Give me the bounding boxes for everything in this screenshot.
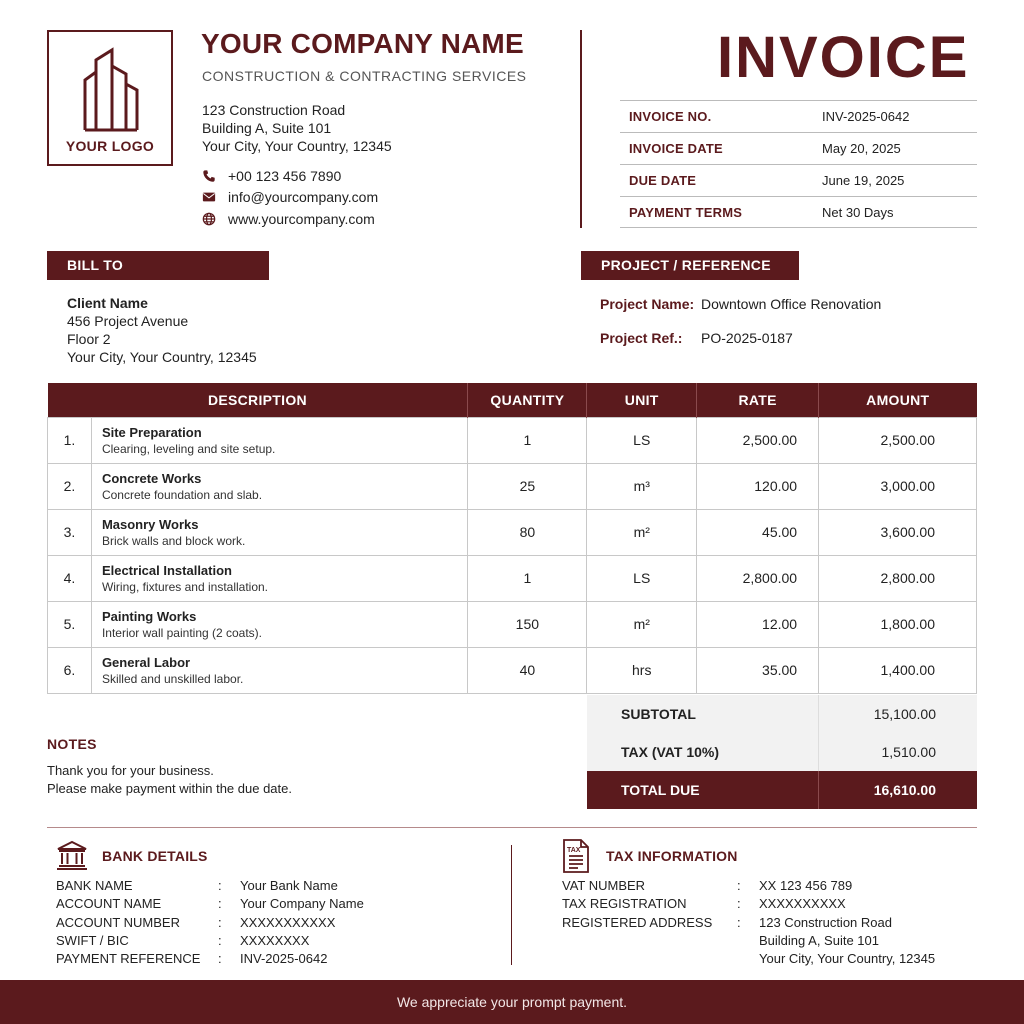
project-heading: PROJECT / REFERENCE (581, 251, 799, 280)
meta-value: May 20, 2025 (822, 141, 901, 156)
header-amount: AMOUNT (819, 383, 977, 417)
tax-info-list (562, 877, 935, 968)
tax-field-label: VAT NUMBER (562, 878, 646, 893)
items-header-row (48, 383, 977, 417)
phone-icon (202, 169, 216, 183)
company-tagline: CONSTRUCTION & CONTRACTING SERVICES (202, 68, 527, 84)
header-quantity: QUANTITY (468, 383, 587, 417)
item-title: Electrical Installation (101, 562, 232, 578)
client-address-line: 456 Project Avenue (67, 313, 189, 329)
tax-row (587, 733, 977, 771)
logo-text: YOUR LOGO (65, 138, 155, 154)
row-rate: 2,500.00 (697, 417, 819, 463)
company-logo (47, 30, 173, 166)
bank-field-label: ACCOUNT NAME (56, 896, 162, 912)
row-rate: 2,800.00 (697, 555, 819, 601)
bank-icon (56, 840, 88, 870)
bank-field-label: BANK NAME (56, 878, 133, 893)
address-line: Building A, Suite 101 (202, 120, 332, 136)
meta-label: INVOICE DATE (629, 141, 723, 156)
bill-to-heading: BILL TO (47, 251, 269, 280)
table-row (48, 509, 977, 555)
row-rate: 120.00 (697, 463, 819, 509)
row-description (91, 509, 467, 555)
row-amount: 3,000.00 (819, 463, 977, 509)
row-description (91, 463, 467, 509)
address-line: Your City, Your Country, 12345 (202, 138, 392, 154)
header-rate: RATE (697, 383, 819, 417)
row-number: 1. (48, 417, 92, 463)
item-detail: Brick walls and block work. (101, 533, 246, 548)
tax-info-heading: TAX INFORMATION (606, 848, 738, 864)
bank-field: PAYMENT REFERENCE : INV-2025-0642 (56, 950, 364, 968)
tax-field-label: REGISTERED ADDRESS (562, 914, 713, 930)
bank-field-value: INV-2025-0642 (240, 951, 328, 967)
row-quantity: 80 (468, 509, 587, 555)
row-quantity: 40 (468, 647, 587, 693)
tax-value: 1,510.00 (881, 744, 936, 760)
header-divider (580, 30, 582, 228)
bank-field: SWIFT / BIC : XXXXXXXX (56, 932, 364, 950)
item-title: Painting Works (101, 608, 197, 624)
tax-document-icon (562, 839, 590, 873)
tax-field-value: XX 123 456 789 (759, 878, 853, 893)
notes-line: Please make payment within the due date. (47, 781, 292, 796)
tax-field-label: TAX REGISTRATION (562, 896, 687, 912)
row-amount: 2,800.00 (819, 555, 977, 601)
company-name: YOUR COMPANY NAME (201, 28, 524, 59)
bank-details-list (56, 877, 364, 968)
tax-field-value: XXXXXXXXXX (759, 896, 846, 912)
tax-address-line: Your City, Your Country, 12345 (759, 951, 936, 967)
row-quantity: 150 (468, 601, 587, 647)
total-due-label: TOTAL DUE (587, 771, 819, 809)
tax-address-line: Building A, Suite 101 (759, 932, 879, 948)
bank-field-label: SWIFT / BIC (56, 932, 129, 948)
table-row (48, 601, 977, 647)
project-ref-value: PO-2025-0187 (701, 330, 793, 346)
footer-divider-line (47, 827, 977, 828)
item-detail: Clearing, leveling and site setup. (101, 441, 276, 456)
meta-row-payment-terms (620, 196, 977, 228)
svg-text:TAX: TAX (567, 847, 581, 854)
row-unit: hrs (587, 647, 697, 693)
client-address-line: Floor 2 (67, 331, 111, 347)
item-title: Concrete Works (101, 470, 202, 486)
footer-message: We appreciate your prompt payment. (396, 994, 628, 1010)
row-number: 2. (48, 463, 92, 509)
tax-field: VAT NUMBER : XX 123 456 789 (562, 877, 935, 895)
item-title: General Labor (101, 654, 191, 670)
row-unit: LS (587, 417, 697, 463)
row-rate: 35.00 (697, 647, 819, 693)
item-title: Masonry Works (101, 516, 199, 532)
row-rate: 12.00 (697, 601, 819, 647)
contact-website (202, 210, 375, 228)
meta-row-invoice-date (620, 132, 977, 164)
company-address (202, 101, 392, 155)
footer-vertical-divider (511, 845, 512, 965)
row-number: 6. (48, 647, 92, 693)
building-logo-icon (82, 46, 140, 134)
row-quantity: 1 (468, 417, 587, 463)
item-title: Site Preparation (101, 424, 202, 440)
meta-value: Net 30 Days (822, 204, 894, 220)
contact-email (202, 188, 378, 206)
meta-value: June 19, 2025 (822, 173, 905, 188)
bank-field-value: XXXXXXXXXXX (240, 914, 336, 930)
items-table (47, 383, 977, 694)
project-ref-row (600, 330, 793, 346)
table-row (48, 463, 977, 509)
email-text: info@yourcompany.com (228, 189, 379, 205)
meta-label: INVOICE NO. (629, 109, 712, 124)
subtotal-row (587, 695, 977, 733)
subtotal-label: SUBTOTAL (587, 695, 819, 733)
bank-field: ACCOUNT NUMBER : XXXXXXXXXXX (56, 914, 364, 932)
bank-details-heading: BANK DETAILS (102, 848, 208, 864)
total-due-row (587, 771, 977, 809)
project-name-value: Downtown Office Renovation (701, 296, 882, 312)
notes-text (47, 762, 292, 798)
row-description (91, 417, 467, 463)
tax-field: REGISTERED ADDRESS : 123 Construction Road (562, 914, 935, 932)
row-unit: m² (587, 509, 697, 555)
invoice-meta-table (620, 100, 977, 228)
item-detail: Skilled and unskilled labor. (101, 671, 244, 686)
row-number: 5. (48, 601, 92, 647)
totals-block (587, 695, 977, 809)
table-row (48, 647, 977, 693)
row-description (91, 555, 467, 601)
contact-phone (202, 167, 341, 185)
table-row (48, 417, 977, 463)
invoice-title: INVOICE (717, 25, 970, 90)
item-detail: Interior wall painting (2 coats). (101, 625, 263, 640)
row-quantity: 25 (468, 463, 587, 509)
header-unit: UNIT (587, 383, 697, 417)
tax-field: TAX REGISTRATION : XXXXXXXXXX (562, 895, 935, 913)
row-amount: 1,400.00 (819, 647, 977, 693)
item-detail: Wiring, fixtures and installation. (101, 579, 269, 594)
row-quantity: 1 (468, 555, 587, 601)
meta-label: PAYMENT TERMS (629, 204, 743, 220)
subtotal-value: 15,100.00 (873, 706, 936, 722)
row-amount: 1,800.00 (819, 601, 977, 647)
row-rate: 45.00 (697, 509, 819, 555)
meta-row-invoice-no (620, 100, 977, 132)
project-ref-label: Project Ref.: (600, 330, 683, 346)
row-description (91, 647, 467, 693)
phone-text: +00 123 456 7890 (228, 168, 342, 184)
bank-field-value: Your Company Name (240, 896, 364, 912)
client-name: Client Name (67, 295, 148, 311)
total-due-value: 16,610.00 (873, 782, 936, 798)
row-unit: m³ (587, 463, 697, 509)
header-description: DESCRIPTION (48, 383, 468, 417)
website-text: www.yourcompany.com (228, 211, 375, 227)
bank-field-value: XXXXXXXX (240, 932, 310, 948)
globe-icon (202, 212, 216, 226)
bank-field-label: PAYMENT REFERENCE (56, 951, 201, 967)
project-name-label: Project Name: (600, 296, 695, 312)
bank-field: BANK NAME : Your Bank Name (56, 877, 364, 895)
row-unit: m² (587, 601, 697, 647)
meta-value: INV-2025-0642 (822, 109, 910, 124)
tax-label: TAX (VAT 10%) (587, 733, 819, 771)
footer-bar (0, 980, 1024, 1024)
bank-field-label: ACCOUNT NUMBER (56, 914, 180, 930)
row-number: 4. (48, 555, 92, 601)
notes-line: Thank you for your business. (47, 763, 214, 778)
table-row (48, 555, 977, 601)
row-amount: 2,500.00 (819, 417, 977, 463)
bill-to-block (67, 294, 257, 366)
item-detail: Concrete foundation and slab. (101, 487, 263, 502)
address-line: 123 Construction Road (202, 102, 346, 118)
row-description (91, 601, 467, 647)
row-number: 3. (48, 509, 92, 555)
bank-field: ACCOUNT NAME : Your Company Name (56, 895, 364, 913)
row-amount: 3,600.00 (819, 509, 977, 555)
project-name-row (600, 296, 881, 312)
row-unit: LS (587, 555, 697, 601)
notes-heading: NOTES (47, 736, 97, 752)
bank-field-value: Your Bank Name (240, 878, 338, 893)
email-icon (202, 190, 216, 204)
client-address-line: Your City, Your Country, 12345 (67, 349, 257, 365)
meta-label: DUE DATE (629, 173, 697, 188)
meta-row-due-date (620, 164, 977, 196)
tax-field-value: 123 Construction Road (759, 914, 892, 930)
